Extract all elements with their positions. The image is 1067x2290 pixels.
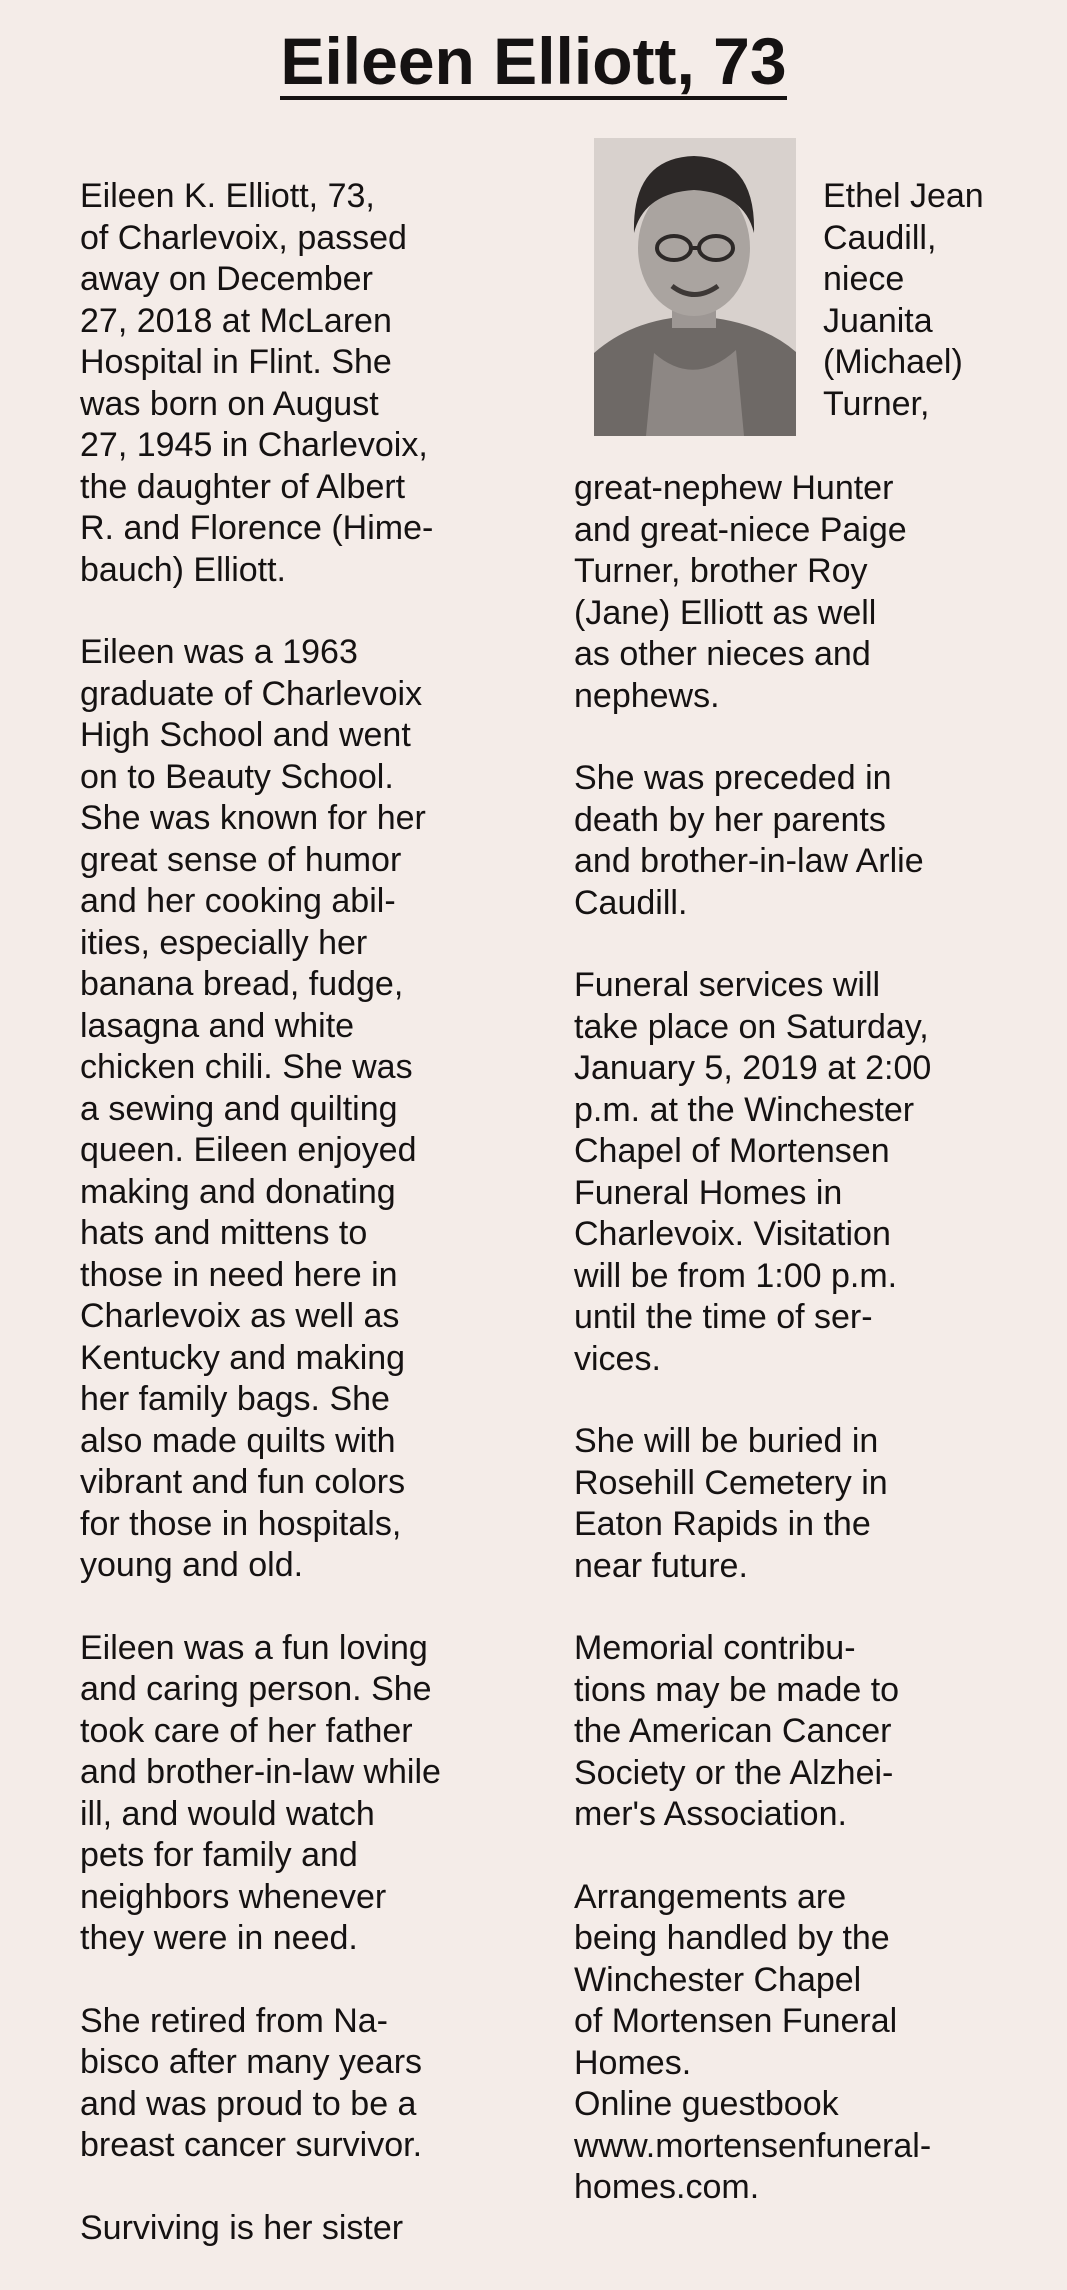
headline-text: Eileen Elliott, 73 xyxy=(280,24,787,98)
paragraph: She retired from Na- bisco after many years and was proud to be a breast cancer survivor. xyxy=(80,2001,423,2164)
paragraph: She will be buried in Rosehill Cemetery in Eaton Rapids in the near future. xyxy=(574,1422,888,1585)
paragraph: Funeral services will take place on Saturday, January 5, 2019 at 2:00 p.m. at the Winchester Chapel of Mortensen Funeral Homes in Charlevoix. Visitation will be from 1:00 p.m. until the time of ser- vices. xyxy=(574,966,932,1378)
paragraph: Surviving is her sister xyxy=(80,2208,404,2247)
paragraph: Eileen was a 1963 graduate of Charlevoix High School and went on to Beauty School. She was known for her great sense of humor and her cooking abil- ities, especially her banana bread, fudge, lasagna and white chicken chili. She was a sewing and quilting queen. Eileen enjoyed making and donating hats and mittens to those in need here in Charlevoix as well as Kentucky and making her family bags. She also made quilts with vibrant and fun colors for those in hospitals, young and old. xyxy=(80,633,426,1584)
left-column xyxy=(80,176,540,2290)
headline xyxy=(0,22,1067,100)
photo-side-text: Ethel Jean Caudill, niece Juanita (Michael) Turner, xyxy=(823,177,984,423)
paragraph: Arrangements are being handled by the Winchester Chapel of Mortensen Funeral Homes. Online guestbook www.mortensenfuneral- homes.com. xyxy=(574,1877,932,2206)
paragraph: Eileen K. Elliott, 73, of Charlevoix, passed away on December 27, 2018 at McLaren Hospital in Flint. She was born on August 27, 1945 in Charlevoix, the daughter of Albert R. and Florence (Hime- bauch) Elliott. xyxy=(80,177,434,589)
paragraph: Eileen was a fun loving and caring person. She took care of her father and brother-in-law while ill, and would watch pets for family and neighbors whenever they were in need. xyxy=(80,1628,441,1957)
paragraph: Memorial contribu- tions may be made to the American Cancer Society or the Alzhei- mer's Association. xyxy=(574,1629,900,1833)
portrait-photo-drawing xyxy=(594,138,796,436)
right-column xyxy=(574,468,1044,2250)
portrait-photo xyxy=(594,138,796,436)
paragraph: great-nephew Hunter and great-niece Paige Turner, brother Roy (Jane) Elliott as well as other nieces and nephews. xyxy=(574,469,907,715)
paragraph: She was preceded in death by her parents and brother-in-law Arlie Caudill. xyxy=(574,759,924,922)
